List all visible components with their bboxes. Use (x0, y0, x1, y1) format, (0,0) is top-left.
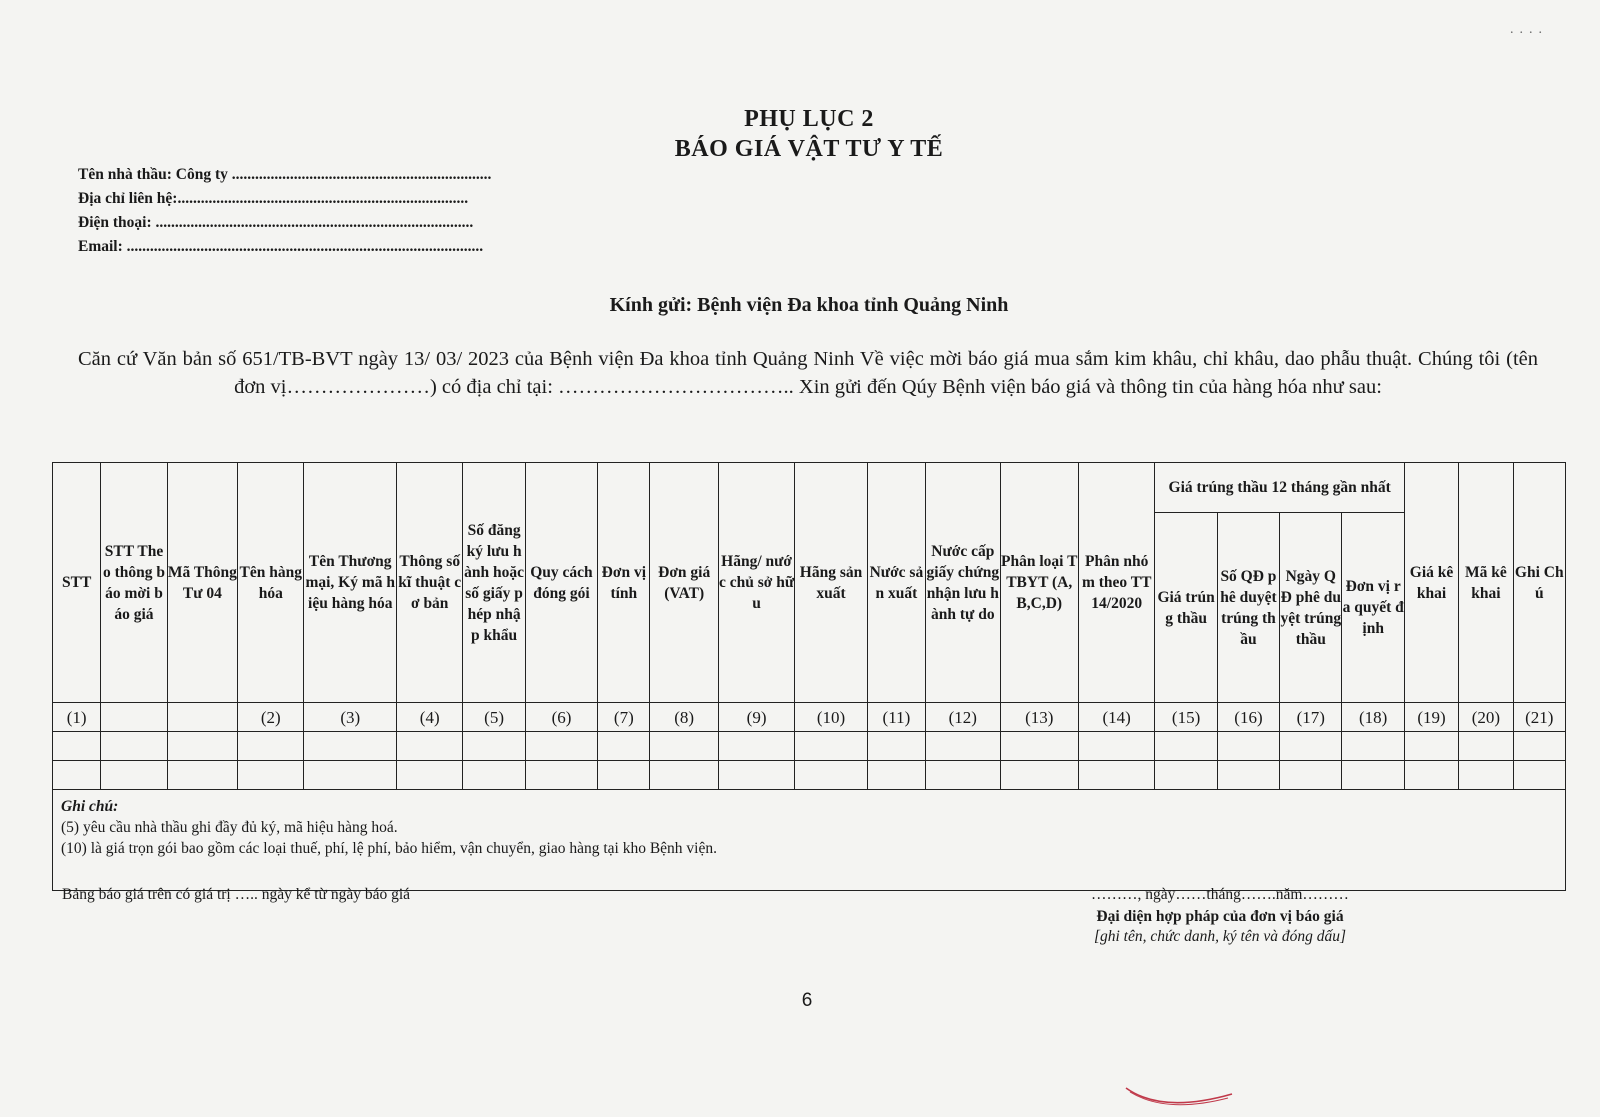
header-goods-name: Tên hàng hóa (238, 463, 304, 703)
column-number (167, 703, 237, 732)
header-circular-code: Mã Thông Tư 04 (167, 463, 237, 703)
column-number: (13) (1000, 703, 1078, 732)
column-number: (3) (304, 703, 397, 732)
column-number: (6) (525, 703, 597, 732)
column-number: (14) (1078, 703, 1154, 732)
quotation-table (52, 462, 1566, 891)
salutation-label: Kính gửi: (609, 294, 693, 316)
contractor-name-field: Tên nhà thầu: Công ty ................................................................... (78, 166, 492, 183)
column-number: (18) (1342, 703, 1404, 732)
column-number (101, 703, 167, 732)
column-number: (5) (463, 703, 525, 732)
column-number: (1) (53, 703, 101, 732)
column-number: (8) (650, 703, 718, 732)
subheader-award-price: Giá trúng thầu (1155, 513, 1217, 703)
subheader-decision-date: Ngày QĐ phê duyệt trúng thầu (1280, 513, 1342, 703)
header-unit: Đơn vị tính (598, 463, 650, 703)
email-field: Email: ............................................................................................ (78, 238, 484, 255)
column-number: (17) (1280, 703, 1342, 732)
blank-row (53, 732, 1566, 761)
subheader-decision-unit: Đơn vị ra quyết định (1342, 513, 1404, 703)
header-stt-notice: STT Theo thông báo mời báo giá (101, 463, 167, 703)
column-number: (11) (867, 703, 925, 732)
header-free-sale-country: Nước cấp giấy chứng nhận lưu hành tự do (926, 463, 1000, 703)
header-declared-price: Giá kê khai (1404, 463, 1458, 703)
salutation (0, 294, 1600, 317)
header-recent-award-group: Giá trúng thầu 12 tháng gần nhất (1155, 463, 1404, 513)
column-number-row (53, 703, 1566, 732)
column-number: (19) (1404, 703, 1458, 732)
header-registration: Số đăng ký lưu hành hoặc số giấy phép nhập khẩu (463, 463, 525, 703)
header-packaging: Quy cách đóng gói (525, 463, 597, 703)
column-number: (16) (1217, 703, 1279, 732)
document-title: BÁO GIÁ VẬT TƯ Y TẾ (674, 136, 944, 162)
header-group: Phân nhóm theo TT 14/2020 (1078, 463, 1154, 703)
header-trade-name: Tên Thương mại, Ký mã hiệu hàng hóa (304, 463, 397, 703)
blank-row (53, 761, 1566, 790)
header-row (53, 463, 1566, 513)
notes-title: Ghi chú: (61, 798, 119, 815)
column-number: (21) (1513, 703, 1565, 732)
column-number: (20) (1459, 703, 1513, 732)
validity-statement: Bảng báo giá trên có giá trị ….. ngày kể từ ngày báo giá (62, 886, 411, 903)
header-notes: Ghi Chú (1513, 463, 1565, 703)
salutation-recipient: Bệnh viện Đa khoa tỉnh Quảng Ninh (697, 294, 1009, 316)
phone-field: Điện thoại: .................................................................................. (78, 214, 474, 231)
subheader-decision-number: Số QĐ phê duyệt trúng thầu (1217, 513, 1279, 703)
column-number: (15) (1155, 703, 1217, 732)
scan-mark: .... (1510, 22, 1548, 37)
notes-row (53, 790, 1566, 891)
legal-representative: Đại diện hợp pháp của đơn vị báo giá (1096, 908, 1344, 925)
column-number: (2) (238, 703, 304, 732)
notes-cell (53, 790, 1566, 891)
header-specs: Thông số kĩ thuật cơ bản (397, 463, 463, 703)
column-number: (12) (926, 703, 1000, 732)
header-classification: Phân loại TTBYT (A,B,C,D) (1000, 463, 1078, 703)
note-line: (5) yêu cầu nhà thầu ghi đầy đủ ký, mã hiệu hàng hoá. (61, 819, 398, 836)
date-line: ………, ngày……tháng…….năm……… (1091, 886, 1349, 903)
header-manufacturer: Hãng sản xuất (795, 463, 867, 703)
header-country: Nước sản xuất (867, 463, 925, 703)
header-stt: STT (53, 463, 101, 703)
contact-address-field: Địa chỉ liên hệ:........................................................................... (78, 190, 469, 207)
intro-paragraph: Căn cứ Văn bản số 651/TB-BVT ngày 13/ 03/ 2023 của Bệnh viện Đa khoa tỉnh Quảng Ninh Về việc mời báo giá mua sắm kim khâu, chỉ khâu, dao phẫu thuật. Chúng tôi (tên đơn vị…………………) có địa chỉ tại: …………………………….. Xin gửi đến Qúy Bệnh viện báo giá và thông tin của hàng hóa như sau: (78, 348, 1538, 398)
column-number: (7) (598, 703, 650, 732)
stamp-fragment-icon (1122, 1084, 1242, 1112)
column-number: (10) (795, 703, 867, 732)
note-line: (10) là giá trọn gói bao gồm các loại thuế, phí, lệ phí, bảo hiểm, vận chuyển, giao hàng tại kho Bệnh viện. (61, 840, 717, 857)
header-declared-code: Mã kê khai (1459, 463, 1513, 703)
header-owner: Hãng/ nước chủ sở hữu (718, 463, 794, 703)
column-number: (4) (397, 703, 463, 732)
header-unit-price: Đơn giá (VAT) (650, 463, 718, 703)
page-number: 6 (801, 990, 813, 1011)
appendix-title: PHỤ LỤC 2 (744, 106, 874, 132)
signature-instruction: [ghi tên, chức danh, ký tên và đóng dấu] (1093, 928, 1347, 945)
column-number: (9) (718, 703, 794, 732)
